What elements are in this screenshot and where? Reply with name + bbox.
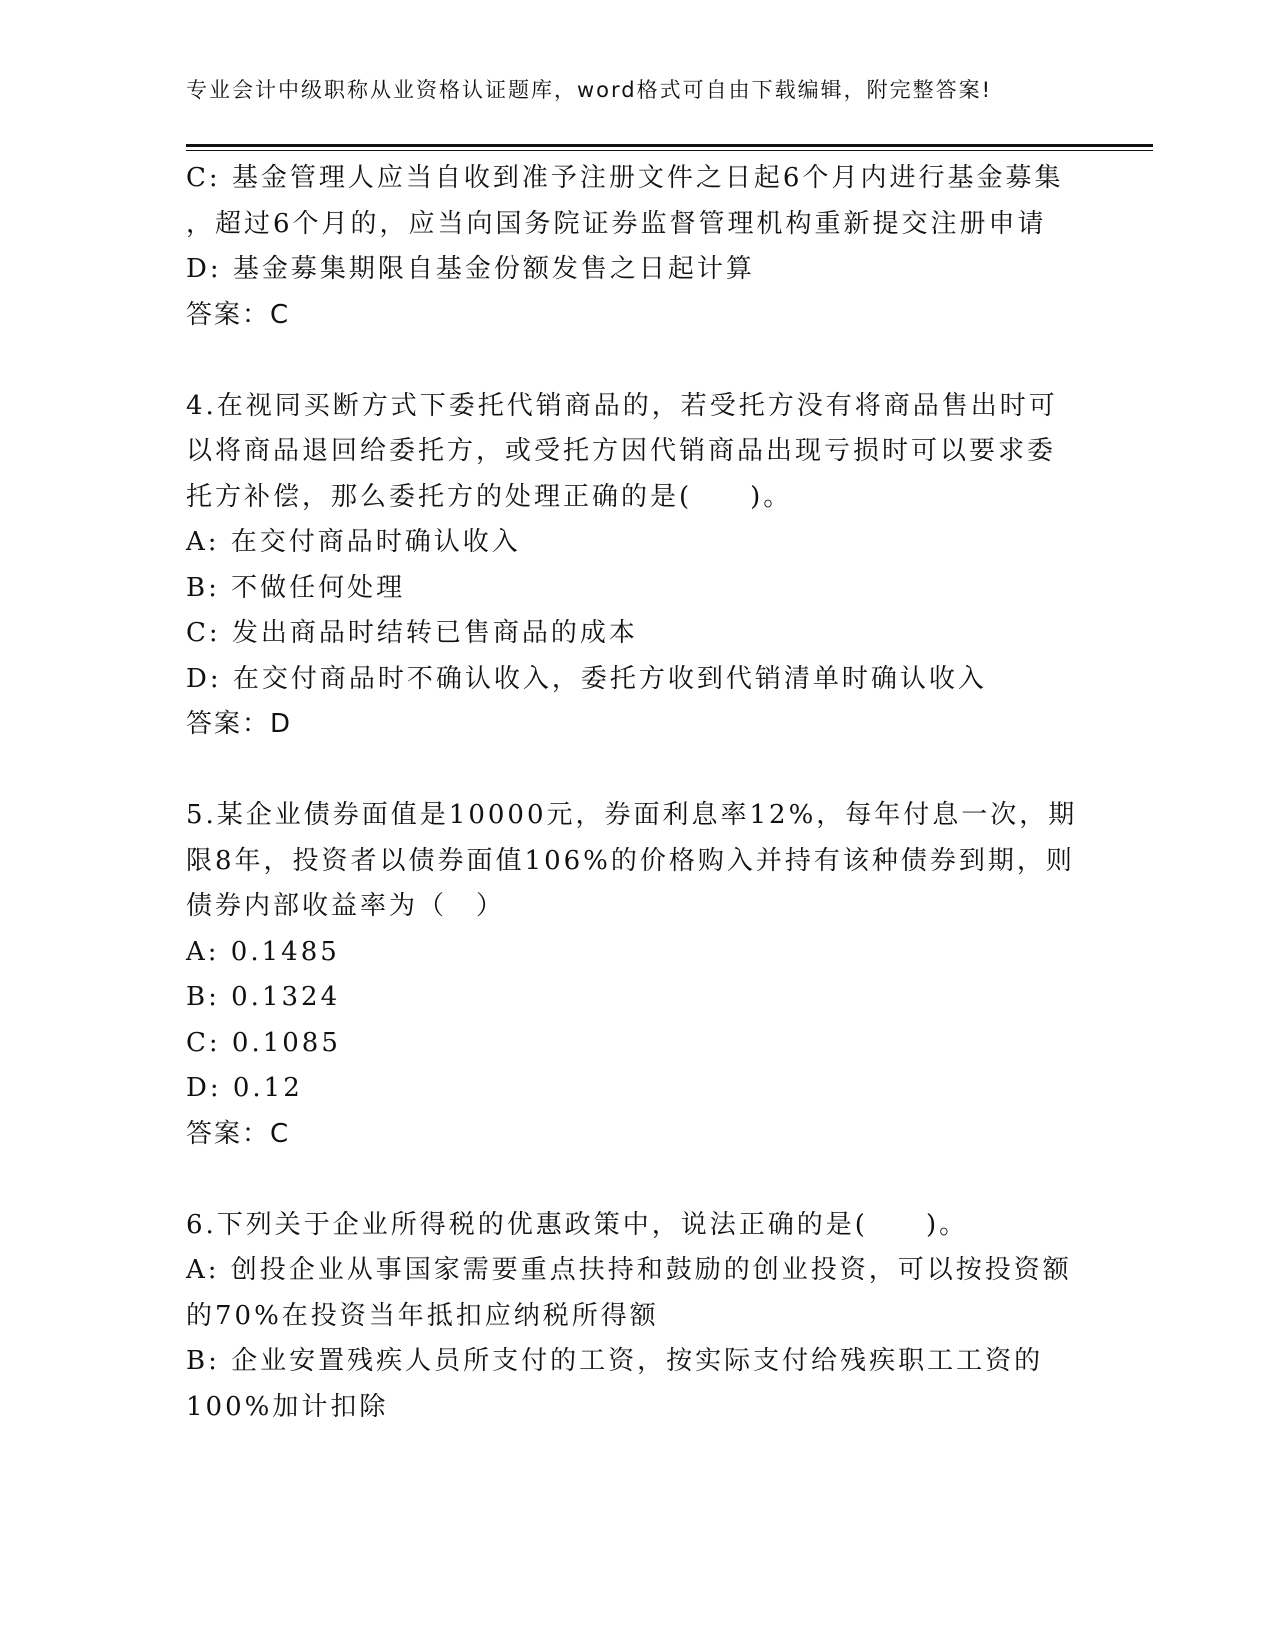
question-6-option-b-line-1: B: 企业安置残疾人员所支付的工资，按实际支付给残疾职工工资的 bbox=[186, 1346, 1044, 1376]
answer-label: 答案：C bbox=[186, 299, 291, 330]
option-c-line-1: C: 基金管理人应当自收到准予注册文件之日起6个月内进行基金募集 bbox=[186, 163, 1064, 193]
question-6 bbox=[186, 1203, 1086, 1431]
question-5-option-d: D: 0.12 bbox=[186, 1073, 303, 1103]
question-6-option-b-line-2: 100%加计扣除 bbox=[186, 1391, 389, 1422]
spacer bbox=[186, 1157, 1086, 1203]
question-5-option-b: B: 0.1324 bbox=[186, 982, 341, 1012]
question-4-stem-line-1: 4.在视同买断方式下委托代销商品的，若受托方没有将商品售出时可 bbox=[186, 390, 1058, 421]
question-5-stem-line-3: 债券内部收益率为（ ） bbox=[186, 891, 506, 921]
spacer bbox=[186, 748, 1086, 794]
option-d: D: 基金募集期限自基金份额发售之日起计算 bbox=[186, 254, 755, 284]
question-4-stem-line-2: 以将商品退回给委托方，或受托方因代销商品出现亏损时可以要求委 bbox=[186, 436, 1057, 466]
question-4-option-a: A: 在交付商品时确认收入 bbox=[186, 527, 521, 557]
question-3-tail bbox=[186, 156, 1086, 338]
spacer bbox=[186, 338, 1086, 384]
question-4-option-b: B: 不做任何处理 bbox=[186, 572, 406, 603]
question-5-answer: 答案：C bbox=[186, 1118, 291, 1149]
question-6-option-a-line-1: A: 创投企业从事国家需要重点扶持和鼓励的创业投资，可以按投资额 bbox=[186, 1255, 1072, 1285]
question-5 bbox=[186, 793, 1086, 1157]
question-4-answer: 答案：D bbox=[186, 709, 293, 739]
question-5-option-c: C: 0.1085 bbox=[186, 1027, 341, 1058]
question-6-stem-line-1: 6.下列关于企业所得税的优惠政策中，说法正确的是( )。 bbox=[186, 1209, 969, 1240]
header-rule-thin bbox=[186, 150, 1153, 151]
question-4-option-d: D: 在交付商品时不确认收入，委托方收到代销清单时确认收入 bbox=[186, 663, 987, 694]
question-4-stem-line-3: 托方补偿，那么委托方的处理正确的是( )。 bbox=[186, 481, 793, 512]
question-5-option-a: A: 0.1485 bbox=[186, 936, 340, 967]
header-rule-thick bbox=[186, 144, 1153, 147]
question-4-option-c: C: 发出商品时结转已售商品的成本 bbox=[186, 618, 638, 648]
question-5-stem-line-1: 5.某企业债券面值是10000元，券面利息率12%，每年付息一次，期 bbox=[186, 800, 1078, 830]
question-4 bbox=[186, 384, 1086, 748]
question-5-stem-line-2: 限8年，投资者以债券面值106%的价格购入并持有该种债券到期，则 bbox=[186, 845, 1075, 876]
option-c-line-2: ，超过6个月的，应当向国务院证券监督管理机构重新提交注册申请 bbox=[186, 208, 1047, 239]
question-content bbox=[186, 156, 1086, 1430]
page-header: 专业会计中级职称从业资格认证题库，word格式可自由下载编辑，附完整答案! bbox=[186, 78, 993, 102]
question-6-option-a-line-2: 的70%在投资当年抵扣应纳税所得额 bbox=[186, 1300, 659, 1331]
